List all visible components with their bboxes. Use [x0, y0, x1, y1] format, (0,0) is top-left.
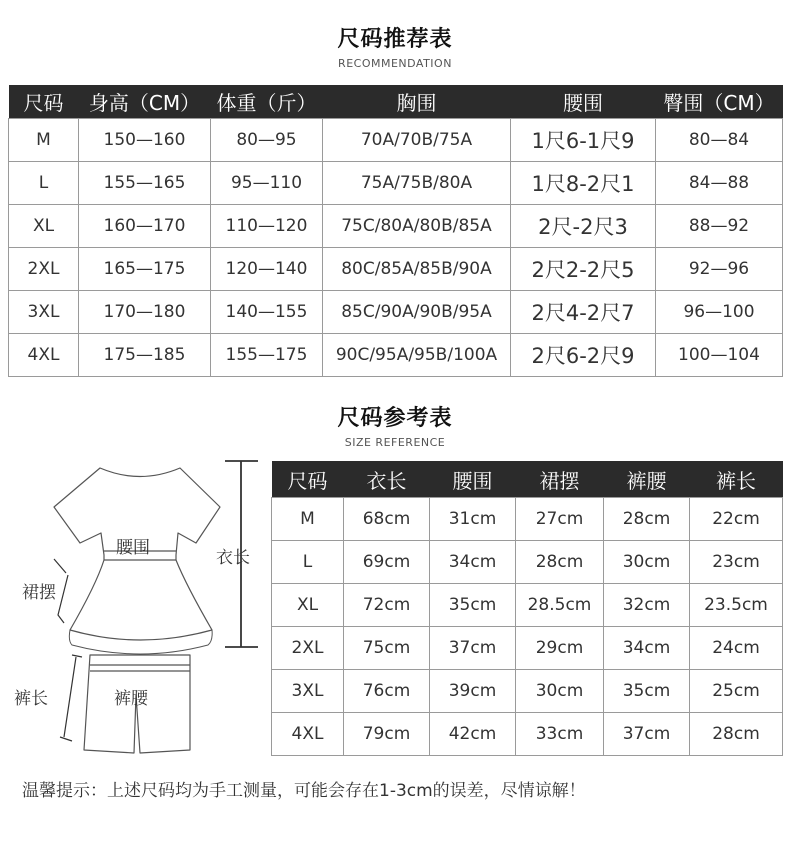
cell-pants-waist: 35cm [604, 670, 690, 713]
reference-header-row [272, 461, 783, 498]
cell-size: 3XL [272, 670, 344, 713]
cell-size: L [9, 162, 79, 205]
table-row [272, 498, 783, 541]
measurement-note: 温馨提示：上述尺码均为手工测量，可能会存在1-3cm的误差，尽情谅解！ [22, 781, 586, 801]
cell-waist: 1尺6-1尺9 [511, 119, 656, 162]
table-row [272, 670, 783, 713]
label-length: 衣长 [216, 548, 250, 568]
cell-height: 170—180 [79, 291, 211, 334]
header-pants-length: 裤长 [690, 461, 783, 498]
table-row [272, 541, 783, 584]
table-row [9, 291, 783, 334]
cell-waist: 2尺2-2尺5 [511, 248, 656, 291]
cell-waist: 35cm [430, 584, 516, 627]
header-size: 尺码 [272, 461, 344, 498]
cell-hip: 84—88 [656, 162, 783, 205]
table-row [9, 162, 783, 205]
cell-waist: 2尺6-2尺9 [511, 334, 656, 377]
table-row [272, 713, 783, 756]
reference-subtitle: SIZE REFERENCE [344, 436, 446, 449]
garment-diagram [0, 455, 268, 760]
label-waist: 腰围 [116, 538, 150, 558]
header-weight: 体重（斤） [211, 85, 323, 119]
cell-pants-length: 23cm [690, 541, 783, 584]
cell-size: XL [9, 205, 79, 248]
cell-hem: 27cm [516, 498, 604, 541]
cell-size: 2XL [272, 627, 344, 670]
cell-waist: 34cm [430, 541, 516, 584]
cell-height: 155—165 [79, 162, 211, 205]
cell-pants-waist: 32cm [604, 584, 690, 627]
cell-size: 2XL [9, 248, 79, 291]
cell-weight: 110—120 [211, 205, 323, 248]
cell-hip: 96—100 [656, 291, 783, 334]
header-height: 身高（CM） [79, 85, 211, 119]
recommendation-title: 尺码推荐表 [337, 27, 453, 52]
cell-hip: 88—92 [656, 205, 783, 248]
cell-bust: 85C/90A/90B/95A [323, 291, 511, 334]
cell-height: 175—185 [79, 334, 211, 377]
cell-bust: 70A/70B/75A [323, 119, 511, 162]
cell-waist: 42cm [430, 713, 516, 756]
cell-hip: 80—84 [656, 119, 783, 162]
cell-hem: 28cm [516, 541, 604, 584]
cell-length: 75cm [344, 627, 430, 670]
cell-pants-length: 24cm [690, 627, 783, 670]
cell-size: 4XL [272, 713, 344, 756]
cell-length: 69cm [344, 541, 430, 584]
header-hip: 臀围（CM） [656, 85, 783, 119]
header-bust: 胸围 [323, 85, 511, 119]
label-pants-length: 裤长 [14, 689, 48, 709]
cell-length: 72cm [344, 584, 430, 627]
skirt-outline [70, 560, 212, 640]
cell-size: M [272, 498, 344, 541]
recommendation-subtitle: RECOMMENDATION [338, 57, 452, 70]
cell-weight: 80—95 [211, 119, 323, 162]
cell-hip: 100—104 [656, 334, 783, 377]
cell-pants-waist: 34cm [604, 627, 690, 670]
cell-waist: 39cm [430, 670, 516, 713]
cell-waist: 31cm [430, 498, 516, 541]
table-row [272, 584, 783, 627]
label-pants-waist: 裤腰 [114, 689, 148, 709]
cell-size: M [9, 119, 79, 162]
cell-height: 165—175 [79, 248, 211, 291]
header-waist: 腰围 [511, 85, 656, 119]
cell-bust: 90C/95A/95B/100A [323, 334, 511, 377]
cell-waist: 1尺8-2尺1 [511, 162, 656, 205]
cell-weight: 140—155 [211, 291, 323, 334]
cell-height: 160—170 [79, 205, 211, 248]
cell-hem: 30cm [516, 670, 604, 713]
recommendation-header-row [9, 85, 783, 119]
cell-hem: 33cm [516, 713, 604, 756]
cell-bust: 75A/75B/80A [323, 162, 511, 205]
cell-waist: 37cm [430, 627, 516, 670]
header-size: 尺码 [9, 85, 79, 119]
cell-pants-length: 22cm [690, 498, 783, 541]
cell-length: 79cm [344, 713, 430, 756]
cell-pants-length: 28cm [690, 713, 783, 756]
recommendation-table [8, 85, 783, 377]
table-row [9, 205, 783, 248]
cell-height: 150—160 [79, 119, 211, 162]
cell-size: L [272, 541, 344, 584]
table-row [272, 627, 783, 670]
reference-title: 尺码参考表 [337, 406, 453, 431]
table-row [9, 248, 783, 291]
cell-hem: 28.5cm [516, 584, 604, 627]
header-pants-waist: 裤腰 [604, 461, 690, 498]
cell-bust: 75C/80A/80B/85A [323, 205, 511, 248]
cell-hip: 92—96 [656, 248, 783, 291]
cell-waist: 2尺-2尺3 [511, 205, 656, 248]
header-waist: 腰围 [430, 461, 516, 498]
header-length: 衣长 [344, 461, 430, 498]
cell-size: XL [272, 584, 344, 627]
cell-bust: 80C/85A/85B/90A [323, 248, 511, 291]
cell-pants-waist: 37cm [604, 713, 690, 756]
cell-length: 68cm [344, 498, 430, 541]
cell-weight: 95—110 [211, 162, 323, 205]
cell-weight: 120—140 [211, 248, 323, 291]
cell-weight: 155—175 [211, 334, 323, 377]
reference-table [271, 461, 783, 756]
table-row [9, 334, 783, 377]
cell-size: 3XL [9, 291, 79, 334]
cell-pants-waist: 28cm [604, 498, 690, 541]
table-row [9, 119, 783, 162]
header-hem: 裙摆 [516, 461, 604, 498]
cell-pants-length: 23.5cm [690, 584, 783, 627]
cell-waist: 2尺4-2尺7 [511, 291, 656, 334]
cell-length: 76cm [344, 670, 430, 713]
cell-pants-length: 25cm [690, 670, 783, 713]
label-hem: 裙摆 [22, 583, 56, 603]
cell-pants-waist: 30cm [604, 541, 690, 584]
cell-size: 4XL [9, 334, 79, 377]
cell-hem: 29cm [516, 627, 604, 670]
